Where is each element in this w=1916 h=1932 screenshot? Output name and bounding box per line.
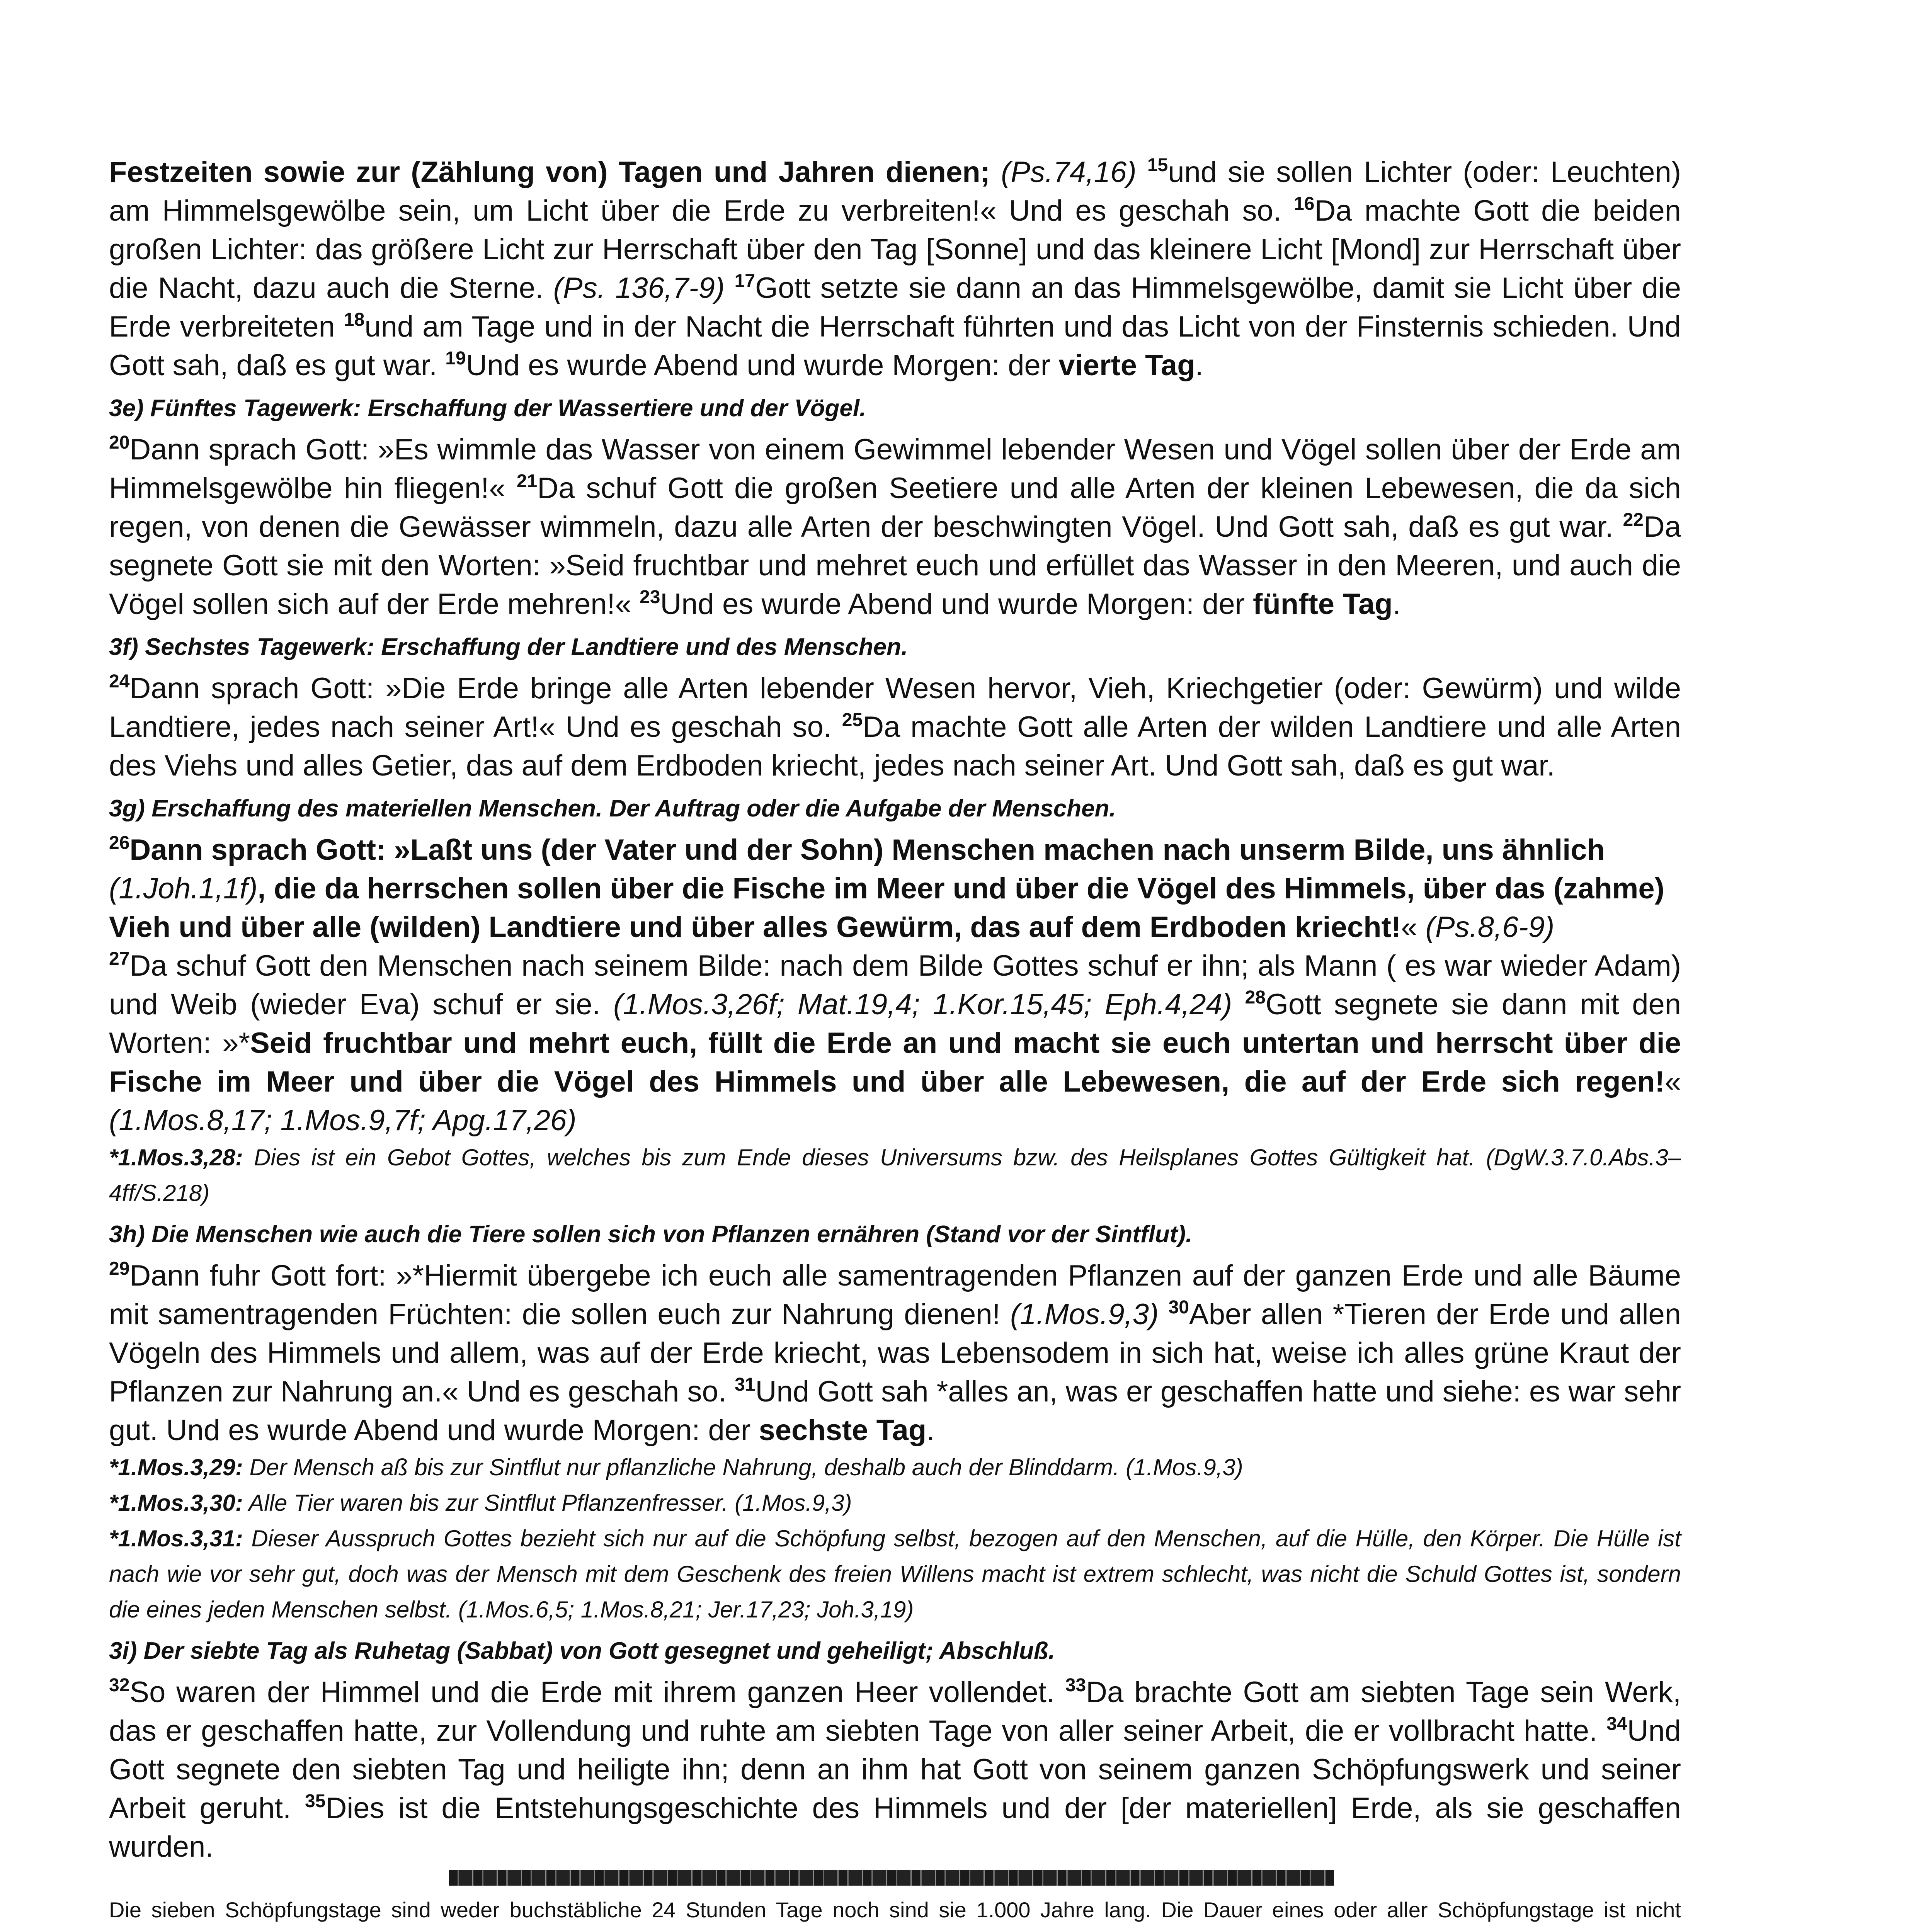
section-heading-3h: 3h) Die Menschen wie auch die Tiere sollen sich von Pflanzen ernähren (Stand vor der Sintflut). bbox=[109, 1221, 1193, 1248]
verse-text: , die da herrschen sollen über die Fische im Meer und über die Vögel des Himmels, über das (zahme) Vieh und über alle (wilden) Landtiere und über alles Gewürm, das auf dem Erdboden kriecht! bbox=[109, 872, 1664, 944]
verse-text: Gott setzte sie dann an das Himmelsgewölbe, damit sie Licht über die Erde verbreiteten bbox=[109, 272, 1681, 343]
section-heading-3g: 3g) Erschaffung des materiellen Menschen. Der Auftrag oder die Aufgabe der Menschen. bbox=[109, 795, 1116, 822]
verses-27-28 bbox=[109, 947, 1681, 1140]
verse-text: Da schuf Gott den Menschen nach seinem Bilde: nach dem Bilde Gottes schuf er ihn; als Mann ( es war wieder Adam) und Weib (wieder Eva) schuf er sie. bbox=[109, 949, 1681, 1021]
cross-reference: (Ps. 136,7-9) bbox=[553, 272, 735, 304]
cross-reference: (1.Mos.9,3) bbox=[1010, 1298, 1169, 1331]
cross-reference: (1.Mos.3,26f; Mat.19,4; 1.Kor.15,45; Eph.4,24) bbox=[613, 988, 1245, 1021]
cross-reference: (1.Joh.1,1f) bbox=[109, 872, 258, 905]
punctuation: « bbox=[1664, 1065, 1681, 1098]
footnote-ref: *1.Mos.3,31: bbox=[109, 1526, 243, 1551]
verse-number: 21 bbox=[516, 471, 538, 492]
verses-20-23 bbox=[109, 430, 1681, 624]
verse-26 bbox=[109, 831, 1681, 947]
verse-number: 18 bbox=[344, 310, 365, 330]
verse-text: Aber allen *Tieren der Erde und allen Vögeln des Himmels und allem, was auf der Erde kriecht, was Lebensodem in sich hat, weise ich alles grüne Kraut der Pflanzen zur Nahrung an.« Und es geschah so. bbox=[109, 1298, 1681, 1408]
page-content bbox=[109, 153, 1681, 1932]
verse-text: Und Gott segnete den siebten Tag und heiligte ihn; denn an ihm hat Gott von seinem ganzen Schöpfungswerk und seiner Arbeit geruht. bbox=[109, 1714, 1681, 1825]
footnote-3-29 bbox=[109, 1450, 1681, 1485]
punctuation: . bbox=[1392, 588, 1401, 621]
verse-text: Da machte Gott alle Arten der wilden Landtiere und alle Arten des Viehs und alles Getier, das auf dem Erdboden kriecht, jedes nach seiner Art. Und Gott sah, daß es gut war. bbox=[109, 711, 1681, 782]
verse-text: Dann fuhr Gott fort: »*Hiermit übergebe ich euch alle samentragenden Pflanzen auf der ganzen Erde und alle Bäume mit samentragenden Früchten: die sollen euch zur Nahrung dienen! bbox=[109, 1259, 1681, 1331]
cross-reference: (Ps.74,16) bbox=[990, 156, 1147, 189]
verse-text: Dann sprach Gott: »Es wimmle das Wasser von einem Gewimmel lebender Wesen und Vögel sollen über der Erde am Himmelsgewölbe hin fliegen!« bbox=[109, 433, 1681, 505]
verses-24-25 bbox=[109, 669, 1681, 785]
cross-reference: (Ps.8,6-9) bbox=[1425, 911, 1555, 944]
verse-number: 31 bbox=[735, 1374, 756, 1395]
verse-text-bold: Seid fruchtbar und mehrt euch, füllt die Erde an und macht sie euch untertan und herrscht über die Fische im Meer und über die Vögel des Himmels und über alle Lebewesen, die auf der Erde sich regen! bbox=[109, 1027, 1681, 1098]
verse-number: 15 bbox=[1147, 155, 1168, 175]
verse-14-end: Festzeiten sowie zur (Zählung von) Tagen und Jahren dienen; bbox=[109, 156, 990, 189]
verse-number: 17 bbox=[734, 271, 755, 291]
punctuation: . bbox=[1195, 349, 1203, 382]
verse-number: 29 bbox=[109, 1259, 130, 1279]
closing-note: Die sieben Schöpfungstage sind weder buchstäbliche 24 Stunden Tage noch sind sie 1.000 Jahre lang. Die Dauer eines oder aller Schöpfungstage ist nicht bbox=[109, 1898, 1681, 1922]
punctuation: « bbox=[1401, 911, 1426, 944]
verse-text: und am Tage und in der Nacht die Herrschaft führten und das Licht von der Finsternis schieden. Und Gott sah, daß es gut war. bbox=[109, 310, 1681, 382]
section-heading-3i: 3i) Der siebte Tag als Ruhetag (Sabbat) von Gott gesegnet und geheiligt; Abschluß. bbox=[109, 1638, 1055, 1664]
verses-29-31 bbox=[109, 1257, 1681, 1450]
verse-text: Dann sprach Gott: »Die Erde bringe alle Arten lebender Wesen hervor, Vieh, Kriechgetier (oder: Gewürm) und wilde Landtiere, jedes nach seiner Art!« Und es geschah so. bbox=[109, 672, 1681, 743]
verse-number: 20 bbox=[109, 432, 130, 453]
verse-text: So waren der Himmel und die Erde mit ihrem ganzen Heer vollendet. bbox=[129, 1676, 1065, 1709]
footnote-3-28 bbox=[109, 1140, 1681, 1211]
verse-text: Dies ist die Entstehungsgeschichte des Himmels und der [der materiellen] Erde, als sie geschaffen wurden. bbox=[109, 1792, 1681, 1863]
footnote-3-31 bbox=[109, 1521, 1681, 1628]
verse-number: 16 bbox=[1294, 194, 1315, 214]
verse-text: Dann sprach Gott: »Laßt uns (der Vater und der Sohn) Menschen machen nach unserm Bilde, uns ähnlich bbox=[129, 833, 1605, 866]
verse-number: 33 bbox=[1065, 1675, 1086, 1696]
footnote-text: Der Mensch aß bis zur Sintflut nur pflanzliche Nahrung, deshalb auch der Blinddarm. (1.Mos.9,3) bbox=[243, 1454, 1243, 1480]
verse-number: 19 bbox=[445, 348, 466, 369]
verse-number: 26 bbox=[109, 833, 130, 853]
verse-number: 22 bbox=[1623, 510, 1644, 530]
footnote-text: Dies ist ein Gebot Gottes, welches bis zum Ende dieses Universums bzw. des Heilsplanes Gottes Gültigkeit hat. (DgW.3.7.0.Abs.3–4ff/S.218) bbox=[109, 1145, 1681, 1206]
verse-number: 23 bbox=[640, 587, 660, 607]
punctuation: . bbox=[926, 1414, 935, 1447]
footnote-text: Alle Tier waren bis zur Sintflut Pflanzenfresser. (1.Mos.9,3) bbox=[243, 1490, 852, 1516]
section-heading-3f: 3f) Sechstes Tagewerk: Erschaffung der Landtiere und des Menschen. bbox=[109, 634, 908, 660]
verse-number: 35 bbox=[305, 1791, 326, 1811]
day-label: vierte Tag bbox=[1058, 349, 1195, 382]
footnote-text: Dieser Ausspruch Gottes bezieht sich nur auf die Schöpfung selbst, bezogen auf den Menschen, auf die Hülle, den Körper. Die Hülle ist nach wie vor sehr gut, doch was der Mensch mit dem Geschenk des freien Willens macht ist extrem schlecht, was nicht die Schuld Gottes ist, sondern die eines jeden Menschen selbst. (1.Mos.6,5; 1.Mos.8,21; Jer.17,23; Joh.3,19) bbox=[109, 1526, 1681, 1622]
cross-reference: (1.Mos.8,17; 1.Mos.9,7f; Apg.17,26) bbox=[109, 1104, 577, 1137]
verse-number: 32 bbox=[109, 1675, 130, 1696]
verse-text: Da machte Gott die beiden großen Lichter: das größere Licht zur Herrschaft über den Tag [Sonne] und das kleinere Licht [Mond] zur Herrschaft über die Nacht, dazu auch die Sterne. bbox=[109, 194, 1681, 304]
footnote-ref: *1.Mos.3,30: bbox=[109, 1490, 243, 1516]
verse-number: 27 bbox=[109, 949, 130, 969]
verse-text: Da segnete Gott sie mit den Worten: »Seid fruchtbar und mehret euch und erfüllet das Wasser in den Meeren, und auch die Vögel sollen sich auf der Erde mehren!« bbox=[109, 510, 1681, 621]
footnote-3-30 bbox=[109, 1485, 1681, 1521]
verse-number: 34 bbox=[1606, 1714, 1627, 1734]
section-divider bbox=[449, 1870, 1334, 1886]
verse-text: Und Gott sah *alles an, was er geschaffen hatte und siehe: es war sehr gut. Und es wurde Abend und wurde Morgen: der bbox=[109, 1375, 1681, 1447]
verses-32-35 bbox=[109, 1673, 1681, 1866]
footnote-ref: *1.Mos.3,28: bbox=[109, 1145, 243, 1170]
verse-number: 30 bbox=[1168, 1297, 1189, 1318]
footnote-ref: *1.Mos.3,29: bbox=[109, 1454, 243, 1480]
verse-number: 24 bbox=[109, 671, 130, 692]
day-label: sechste Tag bbox=[759, 1414, 927, 1447]
verse-text: und sie sollen Lichter (oder: Leuchten) am Himmelsgewölbe sein, um Licht über die Erde zu verbreiten!« Und es geschah so. bbox=[109, 156, 1681, 227]
verse-text: Da brachte Gott am siebten Tage sein Werk, das er geschaffen hatte, zur Vollendung und ruhte am siebten Tage von aller seiner Arbeit, die er vollbracht hatte. bbox=[109, 1676, 1681, 1747]
verses-14-19 bbox=[109, 153, 1681, 385]
verse-text: Und es wurde Abend und wurde Morgen: der bbox=[466, 349, 1059, 382]
verse-number: 25 bbox=[842, 710, 863, 730]
verse-number: 28 bbox=[1245, 987, 1266, 1008]
section-heading-3e: 3e) Fünftes Tagewerk: Erschaffung der Wassertiere und der Vögel. bbox=[109, 395, 866, 422]
verse-text: Da schuf Gott die großen Seetiere und alle Arten der kleinen Lebewesen, die da sich regen, von denen die Gewässer wimmeln, dazu alle Arten der beschwingten Vögel. Und Gott sah, daß es gut war. bbox=[109, 472, 1681, 543]
verse-text: Und es wurde Abend und wurde Morgen: der bbox=[660, 588, 1253, 621]
day-label: fünfte Tag bbox=[1253, 588, 1393, 621]
verse-text: Gott segnete sie dann mit den Worten: »* bbox=[109, 988, 1681, 1060]
